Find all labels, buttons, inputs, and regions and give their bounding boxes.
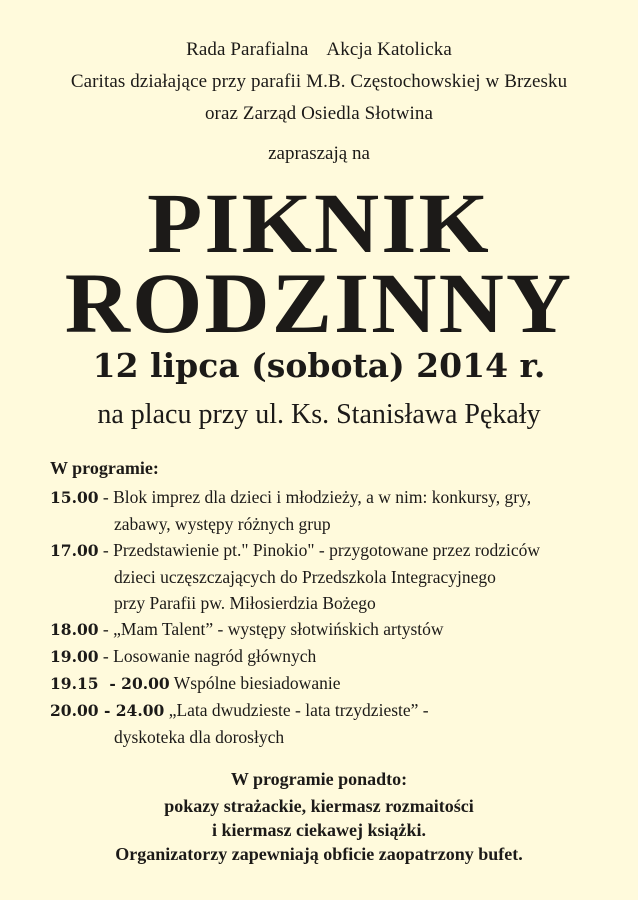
program-text-continuation: dyskoteka dla dorosłych [114,727,285,747]
extra-line-2: i kiermasz ciekawej książki. [212,820,426,840]
program-text: - „Mam Talent” - występy słotwińskich artystów [98,619,444,639]
title-line-1: PIKNIK [147,175,491,271]
program-time: 20.00 [50,701,99,720]
extra-heading: W programie ponadto: [230,769,408,789]
program-text: - Blok imprez dla dzieci i młodzieży, a w nim: konkursy, gry, [98,487,532,507]
program-item [50,697,630,750]
organizer-parish-council: Rada Parafialna [186,39,309,60]
program-text: Wspólne biesiadowanie [169,673,341,693]
program-text: - Losowanie nagród głównych [98,646,317,666]
program-item [50,643,630,670]
title-line-2: RODZINNY [64,255,574,351]
organizers-line-2: Caritas działające przy parafii M.B. Częstochowskiej w Brzesku [70,71,568,92]
event-date: 12 lipca (sobota) 2014 r. [92,346,546,385]
program-time: 17.00 [50,541,99,560]
program-time: 19.15 [50,674,99,693]
extra-line-3: Organizatorzy zapewniają obficie zaopatrzony bufet. [115,844,523,864]
program-text-continuation: przy Parafii pw. Miłosierdzia Bożego [114,593,376,613]
program-time-end: - 24.00 [98,701,165,720]
program-item [50,537,630,616]
program-text: „Lata dwudzieste - lata trzydzieste” - [164,700,429,720]
program-item [50,670,630,697]
program-text-continuation: dzieci uczęszczających do Przedszkola Integracyjnego [114,567,496,587]
event-place: na placu przy ul. Ks. Stanisława Pękały [97,399,541,430]
organizer-catholic-action: Akcja Katolicka [326,39,452,60]
invite-text: zapraszają na [268,143,370,164]
organizers-line-3: oraz Zarząd Osiedla Słotwina [204,103,434,124]
program-text: - Przedstawienie pt." Pinokio" - przygotowane przez rodziców [98,540,540,560]
program-time: 19.00 [50,647,99,666]
program-section [50,456,630,750]
program-time: 18.00 [50,620,99,639]
program-text-continuation: zabawy, występy różnych grup [114,514,331,534]
program-item [50,484,630,537]
program-item [50,616,630,643]
organizers-line-1 [0,38,638,62]
program-time: 15.00 [50,488,99,507]
program-heading: W programie: [50,458,159,478]
extra-line-1: pokazy strażackie, kiermasz rozmaitości [164,796,474,816]
program-time-end: - 20.00 [98,674,170,693]
